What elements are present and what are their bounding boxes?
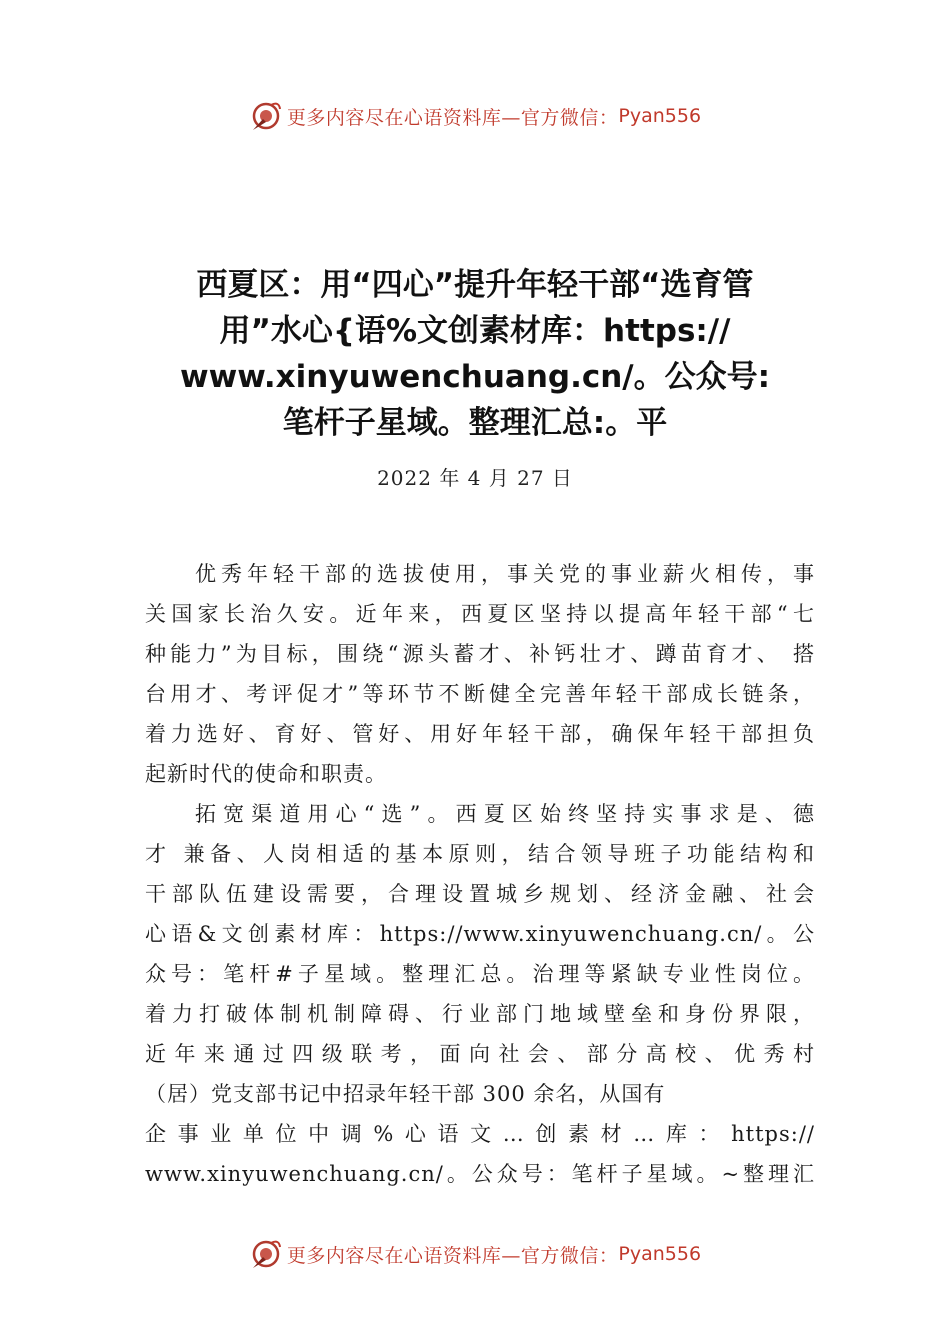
paragraph-2-line: www.xinyuwenchuang.cn/。公众号：笔杆子星域。~整理汇 (145, 1162, 815, 1186)
pen-logo-icon (249, 99, 283, 133)
paragraph-2-line: 众号：笔杆#子星域。整理汇总。治理等紧缺专业性岗位。 (145, 962, 815, 986)
paragraph-1-line: 种能力”为目标，围绕“源头蓄才、补钙壮才、蹲苗育才、 搭 (145, 642, 815, 666)
document-date: 2022 年 4 月 27 日 (377, 466, 573, 490)
title-line: 西夏区：用“四心”提升年轻干部“选育管 (196, 267, 754, 303)
title-line: 笔杆子星域。整理汇总:。平 (282, 405, 668, 441)
title-line: 用”水心{语%文创素材库：https:// (219, 313, 731, 349)
paragraph-1-line: 台用才、考评促才”等环节不断健全完善年轻干部成长链条， (145, 682, 815, 706)
paragraph-2-line: （居）党支部书记中招录年轻干部 300 余名，从国有 (145, 1082, 666, 1106)
paragraph-2-line: 着力打破体制机制障碍、行业部门地域壁垒和身份界限， (145, 1002, 815, 1026)
paragraph-2-line: 拓宽渠道用心“选”。西夏区始终坚持实事求是、德 (195, 802, 815, 826)
paragraph-1-line: 关国家长治久安。近年来，西夏区坚持以提高年轻干部“七 (145, 602, 815, 626)
header-banner (0, 96, 950, 136)
document-title (130, 262, 820, 446)
paragraph-1-line: 着力选好、育好、管好、用好年轻干部，确保年轻干部担负 (145, 722, 815, 746)
paragraph-2-line: 才 兼备、人岗相适的基本原则，结合领导班子功能结构和 (145, 842, 815, 866)
paragraph-1-line: 起新时代的使命和职责。 (145, 762, 387, 786)
banner-text: 更多内容尽在心语资料库—官方微信： (286, 106, 619, 129)
banner-text: 更多内容尽在心语资料库—官方微信： (286, 1244, 619, 1267)
paragraph-2-line: 干部队伍建设需要，合理设置城乡规划、经济金融、社会 (145, 882, 815, 906)
banner-wechat-id: Pyan556 (618, 105, 702, 127)
paragraph-1-line: 优秀年轻干部的选拔使用，事关党的事业薪火相传，事 (195, 562, 815, 586)
pen-logo-icon (249, 1237, 283, 1271)
banner-wechat-id: Pyan556 (618, 1243, 702, 1265)
paragraph-2-line: 近年来通过四级联考，面向社会、部分高校、优秀村 (145, 1042, 815, 1066)
paragraph-2-line: 心语&文创素材库：https://www.xinyuwenchuang.cn/。公 (145, 922, 815, 946)
document-body (145, 554, 815, 1194)
paragraph-2-line: 企事业单位中调%心语文…创素材…库：https:// (145, 1122, 815, 1146)
footer-banner (0, 1234, 950, 1274)
title-line: www.xinyuwenchuang.cn/。公众号: (179, 359, 771, 395)
